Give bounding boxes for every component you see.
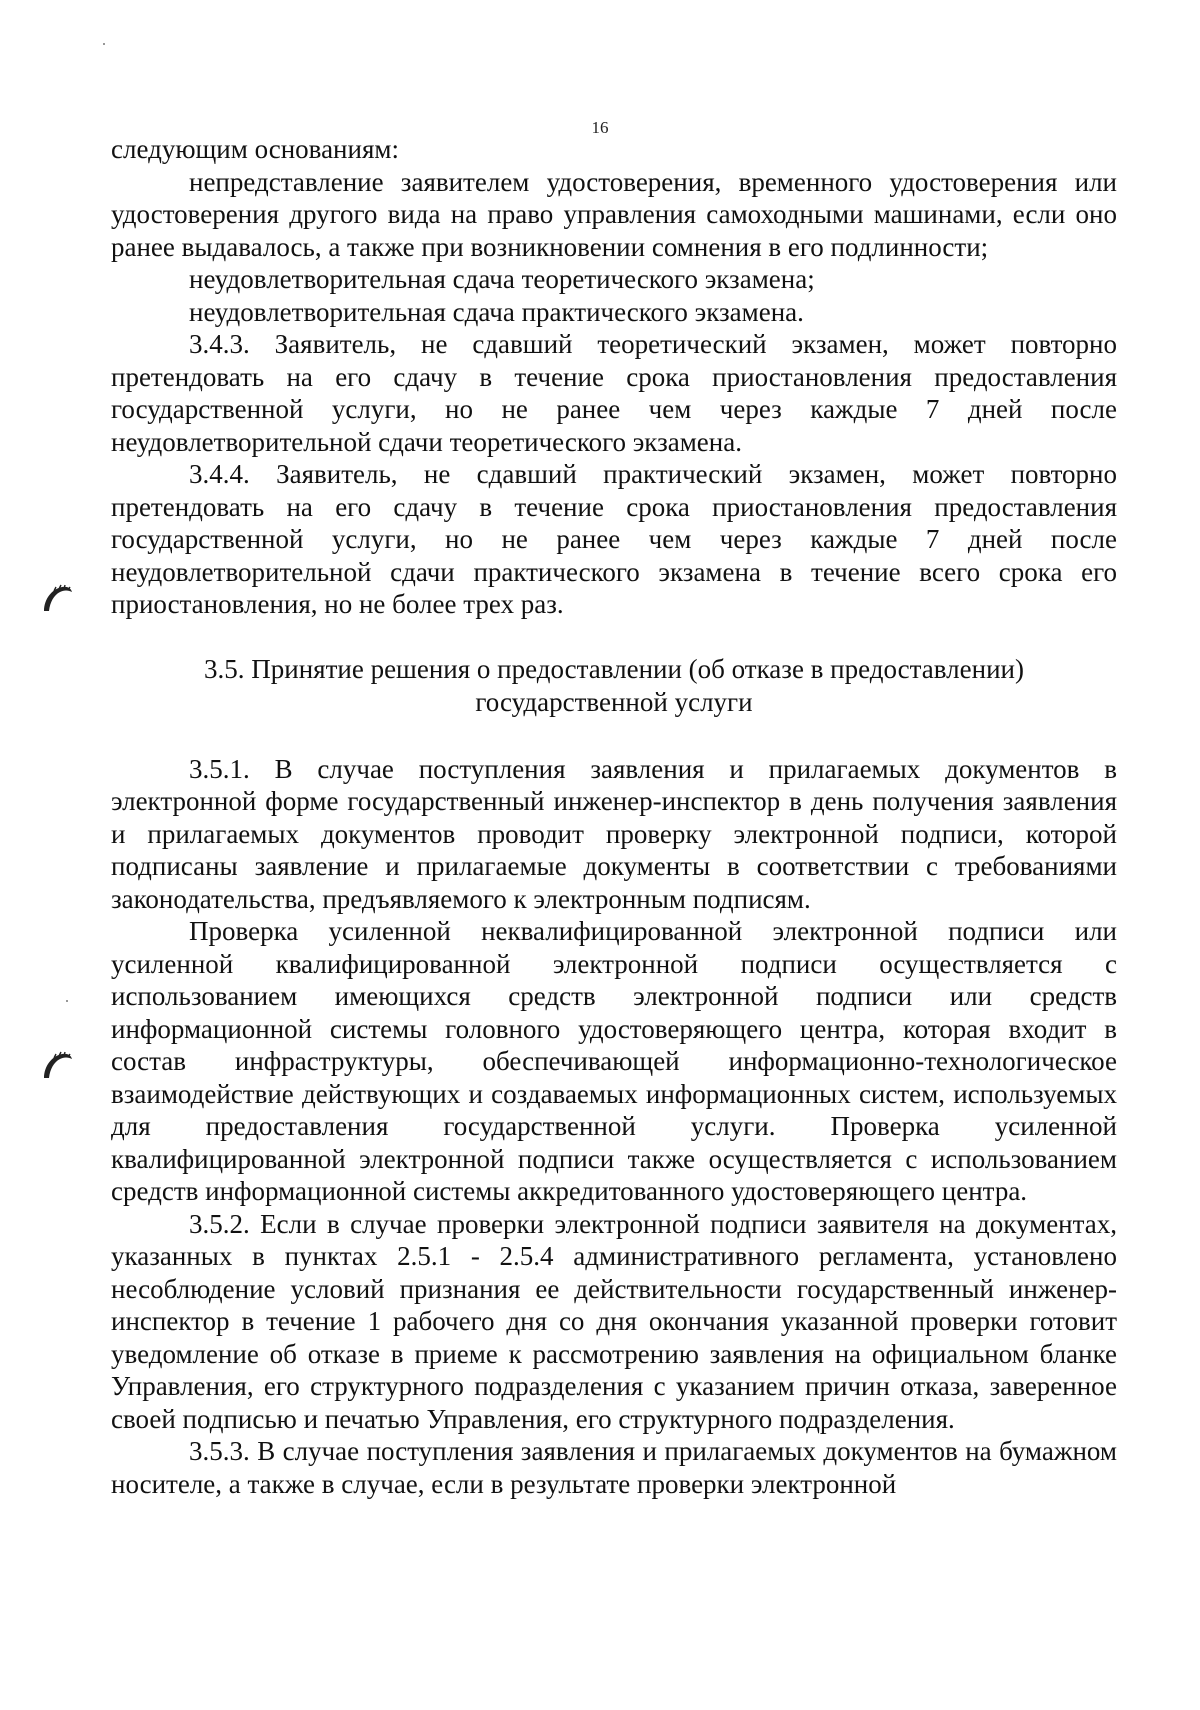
- paragraph: непредставление заявителем удостоверения, временного удостоверения или удостоверения другого вида на право управления самоходными машинами, если оно ранее выдавалось, а также при возникновении сомнения в его подлинности;: [111, 166, 1117, 262]
- paragraph: 3.4.3. Заявитель, не сдавший теоретический экзамен, может повторно претендовать на его сдачу в течение срока приостановления предоставления государственной услуги, но не ранее чем через каждые 7 дней после неудовлетворительной сдачи теоретического экзамена.: [111, 329, 1117, 457]
- paragraph: 3.5.2. Если в случае проверки электронной подписи заявителя на документах, указанных в пунктах 2.5.1 - 2.5.4 административного регламента, установлено несоблюдение условий признания ее действительности государственный инженер-инспектор в течение 1 рабочего дня со дня окончания указанной проверки готовит уведомление об отказе в приеме к рассмотрению заявления на официальном бланке Управления, его структурного подразделения с указанием причин отказа, заверенное своей подписью и печатью Управления, его структурного подразделения.: [111, 1208, 1117, 1434]
- paragraph: 3.5.1. В случае поступления заявления и прилагаемых документов в электронной форме государственный инженер-инспектор в день получения заявления и прилагаемых документов проводит проверку электронной подписи, которой подписаны заявление и прилагаемые документы в соответствии с требованиями законодательства, предъявляемого к электронным подписям.: [111, 753, 1117, 914]
- hole-punch-mark-icon: [40, 1050, 74, 1080]
- page-number: 16: [591, 118, 609, 137]
- paragraph: 3.5.3. В случае поступления заявления и прилагаемых документов на бумажном носителе, а также в случае, если в результате проверки электронной: [111, 1436, 1117, 1499]
- section-heading-line: государственной услуги: [475, 686, 753, 717]
- hole-punch-mark-icon: [40, 583, 74, 613]
- paragraph: Проверка усиленной неквалифицированной электронной подписи или усиленной квалифицированной электронной подписи осуществляется с использованием имеющихся средств электронной подписи или средств информационной системы головного удостоверяющего центра, которая входит в состав инфраструктуры, обеспечивающей информационно-технологическое взаимодействие действующих и создаваемых информационных систем, используемых для предоставления государственной услуги. Проверка усиленной квалифицированной электронной подписи также осуществляется с использованием средств информационной системы аккредитованного удостоверяющего центра.: [111, 916, 1117, 1206]
- scan-speck: [66, 1000, 68, 1002]
- section-heading: [111, 653, 1117, 719]
- section-heading-line: 3.5. Принятие решения о предоставлении (об отказе в предоставлении): [204, 653, 1024, 684]
- paragraph: 3.4.4. Заявитель, не сдавший практический экзамен, может повторно претендовать на его сдачу в течение срока приостановления предоставления государственной услуги, но не ранее чем через каждые 7 дней после неудовлетворительной сдачи практического экзамена в течение всего срока его приостановления, но не более трех раз.: [111, 459, 1117, 619]
- paragraph: неудовлетворительная сдача практического экзамена.: [189, 296, 804, 327]
- paragraph: неудовлетворительная сдача теоретического экзамена;: [189, 264, 815, 294]
- document-body: [111, 133, 1117, 1500]
- scan-speck: [103, 43, 105, 45]
- paragraph: следующим основаниям:: [111, 134, 399, 164]
